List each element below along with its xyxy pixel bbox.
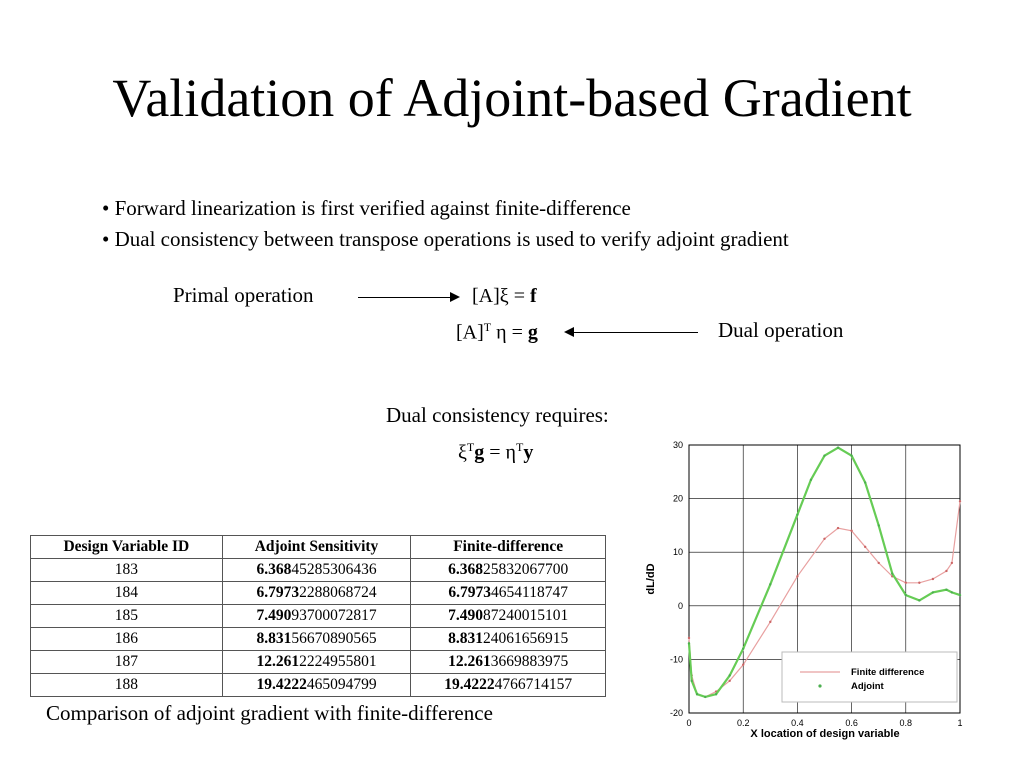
- series-0-point: [688, 637, 690, 639]
- value-bold-digits: 12.261: [256, 653, 300, 670]
- finite-difference-cell: [411, 628, 606, 651]
- series-1-point: [691, 680, 693, 682]
- series-0-point: [932, 578, 934, 580]
- eq-g: g: [474, 441, 485, 464]
- adjoint-sensitivity-cell: [222, 674, 411, 697]
- table-row: [31, 651, 606, 674]
- series-1-point: [688, 642, 690, 644]
- value-digits: 56670890565: [291, 630, 377, 647]
- table-row: [31, 674, 606, 697]
- series-0-point: [945, 570, 947, 572]
- finite-difference-cell: [411, 582, 606, 605]
- y-tick-label: 20: [672, 493, 683, 504]
- adjoint-sensitivity-cell: [222, 651, 411, 674]
- series-1-point: [878, 524, 880, 526]
- series-1-point: [945, 589, 947, 591]
- primal-eq-lhs: [A]ξ: [472, 285, 509, 307]
- value-digits: 45285306436: [291, 561, 377, 578]
- series-0-point: [850, 530, 852, 532]
- y-tick-label: -20: [669, 708, 683, 718]
- value-bold-digits: 19.4222: [444, 676, 495, 693]
- x-tick-label: 0: [686, 718, 692, 728]
- dual-eq-rhs: g: [527, 321, 538, 344]
- series-0-point: [864, 546, 866, 548]
- slide-title: Validation of Adjoint-based Gradient: [112, 68, 912, 128]
- dual-eq-sup: T: [483, 320, 492, 334]
- series-1-point: [918, 599, 920, 601]
- series-0-point: [918, 582, 920, 584]
- table-header-row: [31, 536, 606, 559]
- value-digits: 87240015101: [482, 607, 569, 624]
- primal-equation: [A]ξ = f: [472, 285, 537, 307]
- series-0-point: [796, 575, 798, 577]
- series-0-point: [728, 680, 730, 682]
- design-variable-id-cell: [31, 582, 223, 605]
- series-0-point: [837, 527, 839, 529]
- series-1-point: [704, 696, 706, 698]
- design-variable-id-cell: [31, 605, 223, 628]
- column-header: Design Variable ID: [31, 536, 223, 559]
- value-bold-digits: 12.261: [448, 653, 491, 670]
- legend-label: Adjoint: [851, 681, 884, 692]
- series-1-point: [959, 594, 961, 596]
- series-0-point: [878, 562, 880, 564]
- table-caption: Comparison of adjoint gradient with finite-difference: [46, 701, 493, 725]
- value-bold-digits: 7.490: [448, 607, 483, 624]
- series-1-point: [769, 583, 771, 585]
- x-tick-label: 1: [957, 718, 963, 728]
- chart-legend: [782, 652, 957, 702]
- bullet-list: [102, 193, 789, 255]
- series-1-point: [696, 693, 698, 695]
- series-1-point: [837, 446, 839, 448]
- adjoint-sensitivity-cell: [222, 582, 411, 605]
- series-1-point: [823, 455, 825, 457]
- dual-arrow: [566, 332, 698, 333]
- series-0-point: [959, 500, 961, 502]
- column-header: Finite-difference: [411, 536, 606, 559]
- y-tick-label: 30: [672, 440, 683, 450]
- table-row: [31, 628, 606, 651]
- dual-eq-mid: η: [491, 321, 507, 344]
- value-bold-digits: 8.831: [448, 630, 483, 647]
- value-bold-digits: 6.368: [448, 561, 483, 578]
- finite-difference-cell: [411, 605, 606, 628]
- bullet-item: • Dual consistency between transpose operations is used to verify adjoint gradient: [102, 227, 789, 251]
- value-digits: 185: [114, 607, 138, 624]
- dual-consistency-label: Dual consistency requires:: [386, 403, 609, 427]
- design-variable-id-cell: [31, 674, 223, 697]
- design-variable-id-cell: [31, 651, 223, 674]
- dual-operation-label: Dual operation: [718, 318, 844, 342]
- series-0-point: [823, 538, 825, 540]
- value-digits: 3669883975: [490, 653, 569, 670]
- series-1-point: [850, 455, 852, 457]
- eq-eta: η: [505, 441, 517, 464]
- column-header: Adjoint Sensitivity: [222, 536, 411, 559]
- x-tick-label: 0.2: [736, 718, 750, 728]
- value-bold-digits: 6.7973: [256, 584, 300, 601]
- design-variable-id-cell: [31, 628, 223, 651]
- series-1-point: [728, 674, 730, 676]
- value-digits: 4654118747: [491, 584, 568, 601]
- finite-difference-cell: [411, 651, 606, 674]
- series-1-point: [715, 693, 717, 695]
- bullet-item: • Forward linearization is first verified against finite-difference: [102, 196, 631, 220]
- series-1-point: [932, 591, 934, 593]
- value-bold-digits: 6.7973: [448, 584, 492, 601]
- value-digits: 184: [114, 584, 138, 601]
- series-1-point: [742, 647, 744, 649]
- y-tick-label: 0: [677, 600, 683, 611]
- series-1-point: [951, 591, 953, 593]
- adjoint-sensitivity-cell: [222, 628, 411, 651]
- legend-label: Finite difference: [851, 667, 925, 678]
- primal-eq-rhs: f: [529, 285, 537, 307]
- value-digits: 2288068724: [299, 584, 377, 601]
- consistency-equation: $\xi^Tg = \eta^Ty$: [458, 440, 534, 464]
- y-tick-label: -10: [669, 654, 683, 665]
- y-axis-label: dL/dD: [645, 563, 657, 595]
- value-digits: 187: [114, 653, 138, 670]
- value-bold-digits: 6.368: [256, 561, 292, 578]
- value-bold-digits: 19.4222: [256, 676, 307, 693]
- table-row: [31, 582, 606, 605]
- value-bold-digits: 7.490: [256, 607, 292, 624]
- comparison-table: [30, 535, 606, 697]
- value-digits: 183: [114, 561, 138, 578]
- series-0-point: [769, 621, 771, 623]
- finite-difference-cell: [411, 674, 606, 697]
- primal-arrow: [358, 297, 458, 298]
- x-tick-label: 0.6: [845, 718, 858, 728]
- series-1-point: [810, 479, 812, 481]
- eq-xi: ξ: [458, 441, 467, 464]
- x-axis-label: X location of design variable: [750, 728, 900, 740]
- value-digits: 4766714157: [494, 676, 573, 693]
- series-1-point: [864, 481, 866, 483]
- design-variable-id-cell: [31, 559, 223, 582]
- table-row: [31, 605, 606, 628]
- dual-eq-lhs: [A]: [456, 321, 484, 344]
- series-0-point: [951, 562, 953, 564]
- table-row: [31, 559, 606, 582]
- value-digits: 24061656915: [482, 630, 569, 647]
- dual-equation: $[A]^T$ η = g: [456, 320, 538, 344]
- series-1-point: [905, 594, 907, 596]
- sensitivity-chart: [640, 434, 1020, 746]
- eq-sup-t: T: [516, 440, 524, 454]
- eq-sup-t: T: [466, 440, 475, 454]
- finite-difference-cell: [411, 559, 606, 582]
- value-digits: 465094799: [306, 676, 377, 693]
- primal-operation-label: Primal operation: [173, 283, 314, 307]
- legend-swatch: [818, 684, 821, 687]
- value-digits: 25832067700: [482, 561, 569, 578]
- adjoint-sensitivity-cell: [222, 559, 411, 582]
- adjoint-sensitivity-cell: [222, 605, 411, 628]
- y-tick-label: 10: [672, 547, 683, 558]
- x-tick-label: 0.8: [899, 718, 913, 728]
- series-1-point: [891, 572, 893, 574]
- value-digits: 186: [114, 630, 138, 647]
- eq-y: y: [523, 441, 534, 464]
- series-1-point: [796, 513, 798, 515]
- series-0-point: [742, 664, 744, 666]
- value-digits: 188: [114, 676, 138, 693]
- x-tick-label: 0.4: [791, 718, 804, 728]
- value-digits: 2224955801: [299, 653, 377, 670]
- series-0-point: [905, 582, 907, 584]
- value-digits: 93700072817: [291, 607, 377, 624]
- value-bold-digits: 8.831: [256, 630, 292, 647]
